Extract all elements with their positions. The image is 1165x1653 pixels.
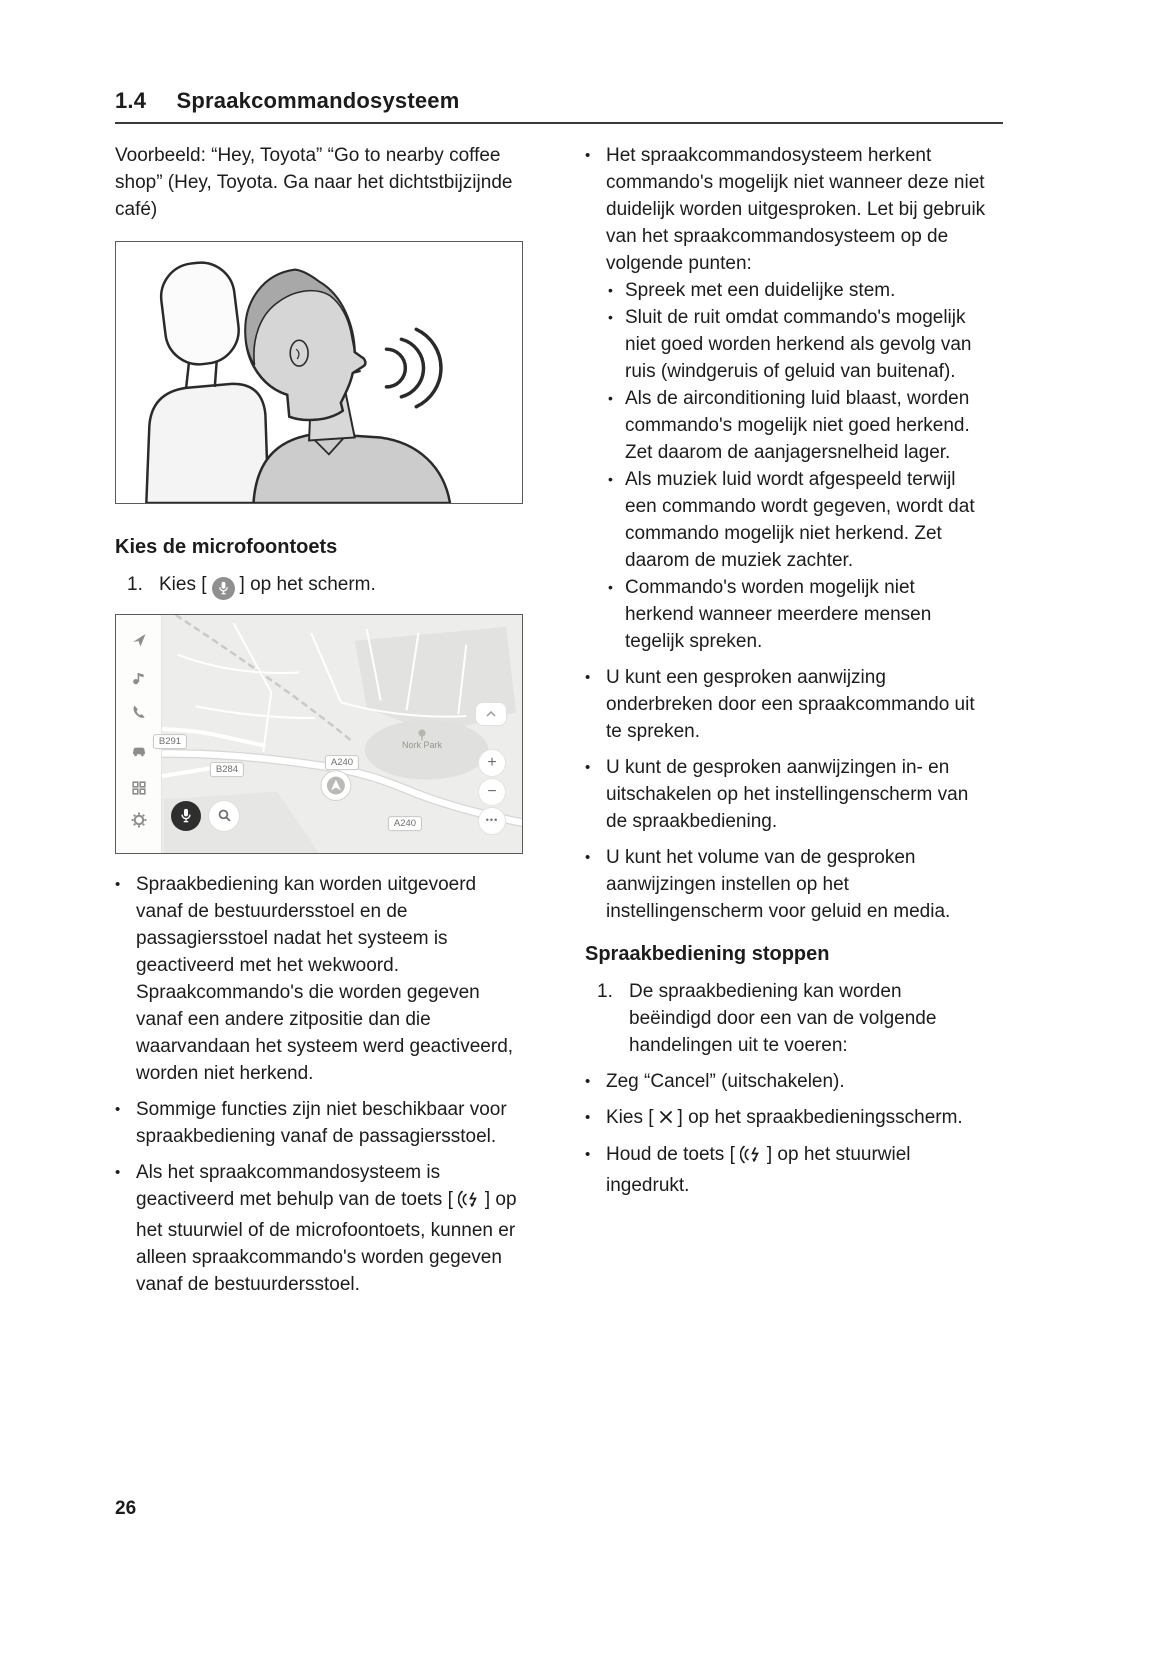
chevron-up-icon [486, 711, 496, 717]
more-button: ••• [479, 808, 505, 834]
bullet-marker: • [115, 1100, 121, 1118]
zoom-out-button: − [479, 779, 505, 805]
steering-wheel-talk-icon [458, 1193, 480, 1214]
bullet-marker: • [115, 1163, 121, 1181]
steering-wheel-talk-icon [740, 1148, 762, 1169]
bullet-item: • U kunt het volume van de gesproken aanwijzingen instellen op het instellingenscherm voor geluid en media. [585, 847, 951, 922]
route-shield: B284 [210, 762, 244, 778]
step-item: 1. De spraakbediening kan worden beëindigd door een van de volgende handelingen uit te voeren: [597, 978, 987, 1059]
section-number: 1.4 [115, 88, 147, 113]
left-column [115, 142, 523, 1298]
phone-icon [131, 701, 147, 717]
person-speaking-drawing [116, 242, 522, 503]
bullet-item: • Zeg “Cancel” (uitschakelen). [585, 1071, 845, 1092]
bullet-item: • U kunt de gesproken aanwijzingen in- en uitschakelen op het instellingenscherm van de spraakbediening. [585, 757, 969, 832]
page-number: 26 [115, 1498, 137, 1519]
route-shield: A240 [325, 755, 359, 771]
route-shield: A240 [388, 816, 422, 832]
car-icon [131, 739, 147, 755]
bullet-item: • Als het spraakcommandosysteem is geactiveerd met behulp van de toets [ ] op het stuurwiel of de microfoontoets, kunnen er alleen spraakcommando's worden gegeven vanaf de bestuurdersstoel. [115, 1159, 523, 1298]
route-shield: B291 [153, 734, 187, 750]
sub-bullet-item: • Als de airconditioning luid blaast, worden commando's mogelijk niet goed herkend. Zet daarom de aanjagersnelheid lager. [608, 388, 970, 463]
map-screenshot [115, 614, 523, 854]
header-rule [115, 122, 1003, 124]
bullet-item: • Houd de toets [ ] op het stuurwiel ingedrukt. [585, 1144, 911, 1196]
map-panel-toggle [476, 703, 506, 725]
search-icon [218, 809, 231, 822]
section-header [115, 88, 1005, 114]
sub-bullet-item: • Spreek met een duidelijke stem. [608, 280, 896, 301]
microphone-icon [180, 808, 192, 823]
park-label: Nork Park [402, 729, 442, 751]
bullet-item: • Het spraakcommandosysteem herkent commando's mogelijk niet wanneer deze niet duidelijk worden uitgesproken. Let bij gebruik van het spraakcommandosysteem op de volgende punten: [585, 142, 987, 277]
step-number: 1. [597, 981, 613, 1002]
bullet-marker: • [585, 147, 591, 164]
bullet-item: • U kunt een gesproken aanwijzing onderbreken door een spraakcommando uit te spreken. [585, 667, 975, 742]
mic-heading: Kies de microfoontoets [115, 536, 338, 558]
speaking-person-illustration [115, 241, 523, 504]
stop-heading: Spraakbediening stoppen [585, 943, 830, 965]
sub-bullet-item: • Als muziek luid wordt afgespeeld terwijl een commando wordt gegeven, wordt dat commando mogelijk niet herkend. Zet daarom de muziek zachter. [608, 469, 975, 571]
music-note-icon [131, 667, 147, 683]
sub-bullet-item: • Sluit de ruit omdat commando's mogelijk niet goed worden herkend als gevolg van ruis (windgeruis of geluid van buitenaf). [608, 307, 972, 382]
close-icon [659, 1108, 673, 1129]
zoom-in-button: + [479, 750, 505, 776]
microphone-icon [212, 577, 235, 600]
tree-icon [417, 729, 427, 741]
right-column [585, 142, 987, 1199]
page-title: Spraakcommandosysteem [176, 88, 460, 113]
map-search-button [209, 801, 239, 831]
bullet-item: • Sommige functies zijn niet beschikbaar voor spraakbediening vanaf de passagiersstoel. [115, 1096, 523, 1150]
app-grid-icon [131, 777, 147, 793]
bullet-item: • Kies [ ] op het spraakbedieningsscherm. [585, 1107, 963, 1128]
intro-paragraph: Voorbeeld: “Hey, Toyota” “Go to nearby coffee shop” (Hey, Toyota. Ga naar het dichtstbijzijnde café) [115, 145, 513, 220]
settings-gear-icon [131, 809, 147, 825]
bullet-marker: • [115, 875, 121, 893]
step-number: 1. [127, 574, 143, 595]
step-item: 1. Kies [ ] op het scherm. [127, 571, 523, 600]
bullet-item: • Spraakbediening kan worden uitgevoerd vanaf de bestuurdersstoel en de passagiersstoel nadat het systeem is geactiveerd met het wekwoord. Spraakcommando's die worden gegeven vanaf een andere zitpositie dan die waarvandaan het systeem werd geactiveerd, worden niet herkend. [115, 871, 523, 1087]
sub-bullet-item: • Commando's worden mogelijk niet herkend wanneer meerdere mensen tegelijk spreken. [608, 577, 932, 652]
sub-bullet-group [608, 277, 987, 655]
current-location-puck [321, 770, 351, 800]
navigation-arrow-icon [131, 629, 147, 645]
map-mic-button [171, 801, 201, 831]
